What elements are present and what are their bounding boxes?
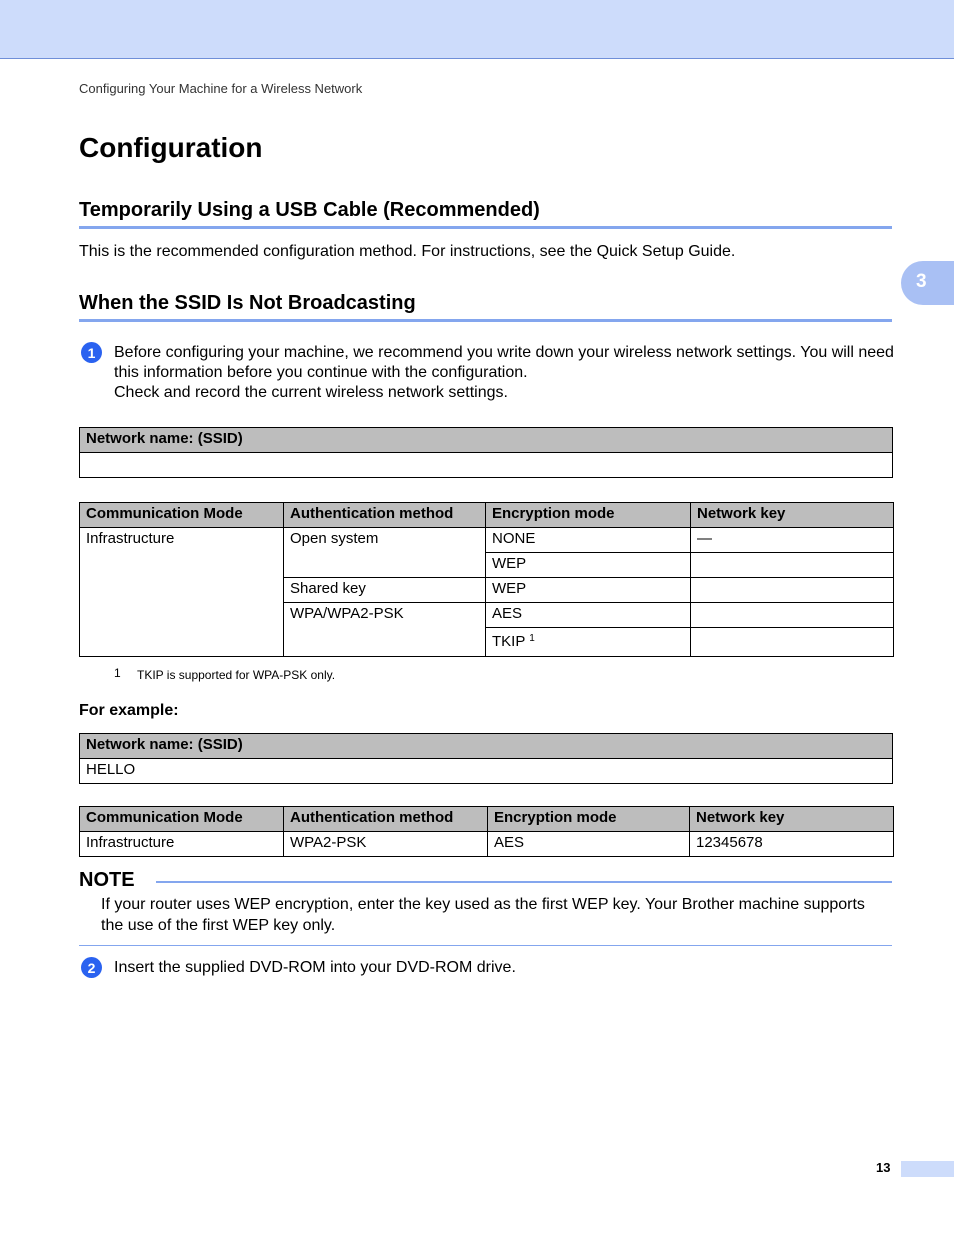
table-cell-mode: Infrastructure: [80, 528, 284, 657]
table-cell-key: [691, 578, 894, 603]
table-cell-auth: WPA/WPA2-PSK: [284, 603, 486, 657]
header-bar: [0, 0, 954, 59]
column-header: Authentication method: [284, 503, 486, 528]
column-header: Communication Mode: [80, 807, 284, 832]
table-header-row: [80, 503, 894, 528]
table-row: [80, 528, 894, 553]
table-cell-key: [691, 603, 894, 628]
ssid-table: [79, 427, 893, 478]
table-cell-auth: Shared key: [284, 578, 486, 603]
page-number: 13: [876, 1160, 891, 1175]
section-heading-ssid: When the SSID Is Not Broadcasting: [79, 292, 892, 322]
table-cell-key: —: [691, 528, 894, 553]
step-1-marker: 1: [81, 342, 102, 363]
table-cell-enc: [486, 628, 691, 657]
table-cell-key: [691, 553, 894, 578]
example-label: For example:: [79, 702, 179, 719]
ssid-table-value: [80, 453, 893, 478]
step-2-text: Insert the supplied DVD-ROM into your DVD-ROM drive.: [114, 959, 516, 976]
table-cell: WPA2-PSK: [284, 832, 488, 857]
step-1-line-1: Before configuring your machine, we recommend you write down your wireless network settings. You will need this information before you continue with the configuration.: [114, 344, 894, 381]
note-divider: [156, 881, 892, 883]
table-header-row: [80, 807, 894, 832]
footnote-text: TKIP is supported for WPA-PSK only.: [137, 668, 336, 682]
settings-table: [79, 502, 894, 657]
step-1-line-2: Check and record the current wireless network settings.: [114, 384, 508, 401]
table-cell: AES: [488, 832, 690, 857]
example-ssid-header: Network name: (SSID): [80, 734, 893, 759]
table-cell-enc: WEP: [486, 553, 691, 578]
section-usb-text: This is the recommended configuration method. For instructions, see the Quick Setup Guide.: [79, 243, 736, 260]
note-text: If your router uses WEP encryption, enter the key used as the first WEP key. Your Brother machine supports the use of the first WEP key only.: [101, 896, 865, 934]
table-cell-enc: AES: [486, 603, 691, 628]
page-tab: [901, 1161, 954, 1177]
example-ssid-table: [79, 733, 893, 784]
chapter-tab: [901, 261, 954, 305]
page-title: Configuration: [79, 132, 263, 163]
tkip-label: TKIP: [492, 633, 526, 650]
table-cell-enc: NONE: [486, 528, 691, 553]
section-heading-usb: Temporarily Using a USB Cable (Recommended): [79, 199, 892, 229]
column-header: Encryption mode: [488, 807, 690, 832]
note-bottom-divider: [79, 945, 892, 946]
example-ssid-value: HELLO: [80, 759, 893, 784]
step-1-text: [114, 343, 894, 403]
example-settings-table: [79, 806, 894, 857]
column-header: Network key: [691, 503, 894, 528]
column-header: Encryption mode: [486, 503, 691, 528]
table-cell: 12345678: [690, 832, 894, 857]
breadcrumb: Configuring Your Machine for a Wireless Network: [79, 81, 363, 96]
column-header: Communication Mode: [80, 503, 284, 528]
table-cell-enc: WEP: [486, 578, 691, 603]
column-header: Authentication method: [284, 807, 488, 832]
column-header: Network key: [690, 807, 894, 832]
note-label: NOTE: [79, 869, 135, 891]
table-cell-auth: Open system: [284, 528, 486, 578]
chapter-number: 3: [916, 271, 927, 292]
ssid-table-header: Network name: (SSID): [80, 428, 893, 453]
footnote-reference: 1: [529, 633, 535, 644]
table-cell-key: [691, 628, 894, 657]
table-row: [80, 832, 894, 857]
footnote-number: 1: [114, 666, 121, 680]
step-2-marker: 2: [81, 957, 102, 978]
table-cell: Infrastructure: [80, 832, 284, 857]
